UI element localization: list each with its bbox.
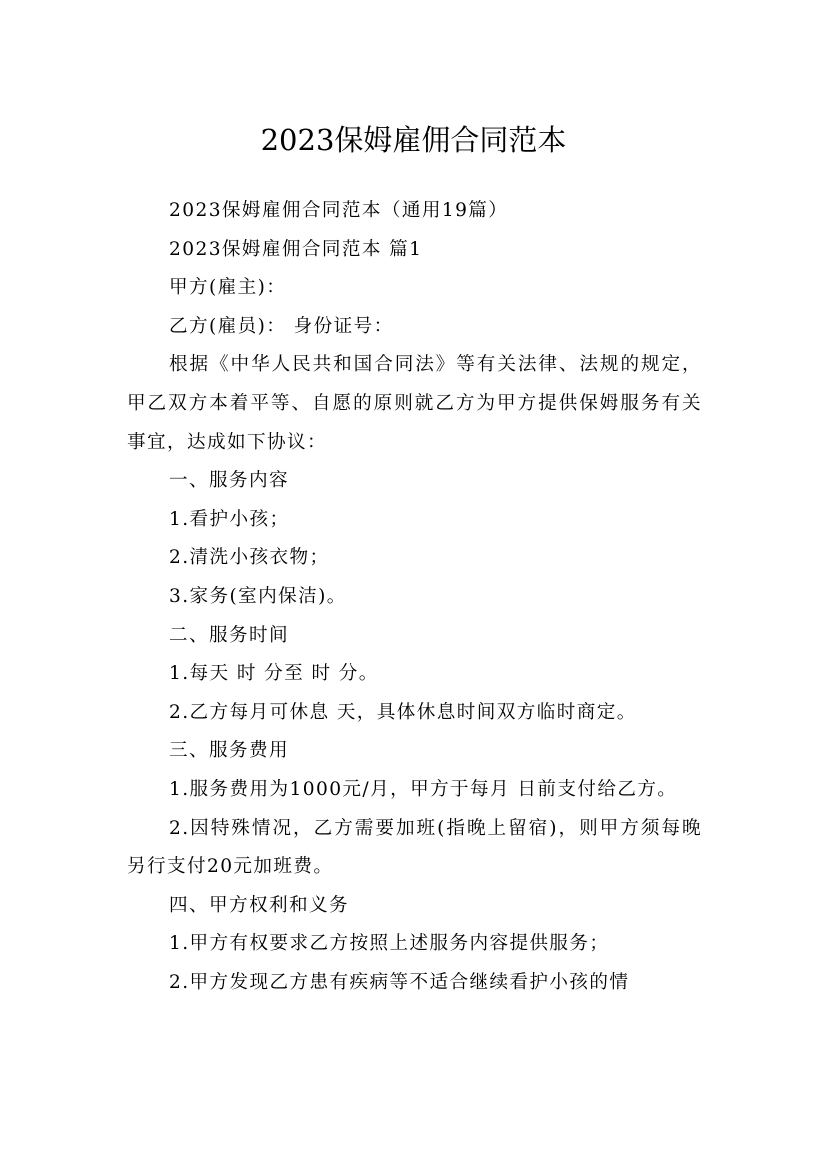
section-heading-party-a-rights: 四、甲方权利和义务 (169, 894, 349, 916)
section-heading-service-fee: 三、服务费用 (169, 740, 289, 762)
section-heading-service-time: 二、服务时间 (169, 624, 289, 646)
list-item: 2.甲方发现乙方患有疾病等不适合继续看护小孩的情 (169, 971, 630, 993)
paragraph-subtitle: 2023保姆雇佣合同范本（通用19篇） (169, 200, 509, 221)
list-item: 1.服务费用为1000元/月，甲方于每月 日前支付给乙方。 (169, 778, 678, 800)
list-item: 1.每天 时 分至 时 分。 (169, 663, 379, 685)
list-item: 3.家务(室内保洁)。 (169, 585, 347, 607)
list-item: 2.因特殊情况，乙方需要加班(指晚上留宿)，则甲方须每晚另行支付20元加班费。 (127, 817, 702, 878)
document-body (127, 192, 702, 1002)
list-item: 2.清洗小孩衣物； (169, 547, 330, 569)
section-heading-service-content: 一、服务内容 (169, 470, 289, 492)
paragraph-preamble: 根据《中华人民共和国合同法》等有关法律、法规的规定，甲乙双方本着平等、自愿的原则就乙方为甲方提供保姆服务有关事宜，达成如下协议： (127, 354, 702, 453)
paragraph-party-a: 甲方(雇主)： (169, 277, 287, 299)
document-title: 2023保姆雇佣合同范本 (260, 123, 567, 158)
paragraph-article-heading: 2023保姆雇佣合同范本 篇1 (169, 238, 423, 260)
list-item: 1.看护小孩； (169, 508, 290, 530)
paragraph-party-b: 乙方(雇员)： 身份证号： (169, 315, 394, 337)
list-item: 2.乙方每月可休息 天，具体休息时间双方临时商定。 (169, 701, 637, 723)
list-item: 1.甲方有权要求乙方按照上述服务内容提供服务； (169, 933, 610, 955)
